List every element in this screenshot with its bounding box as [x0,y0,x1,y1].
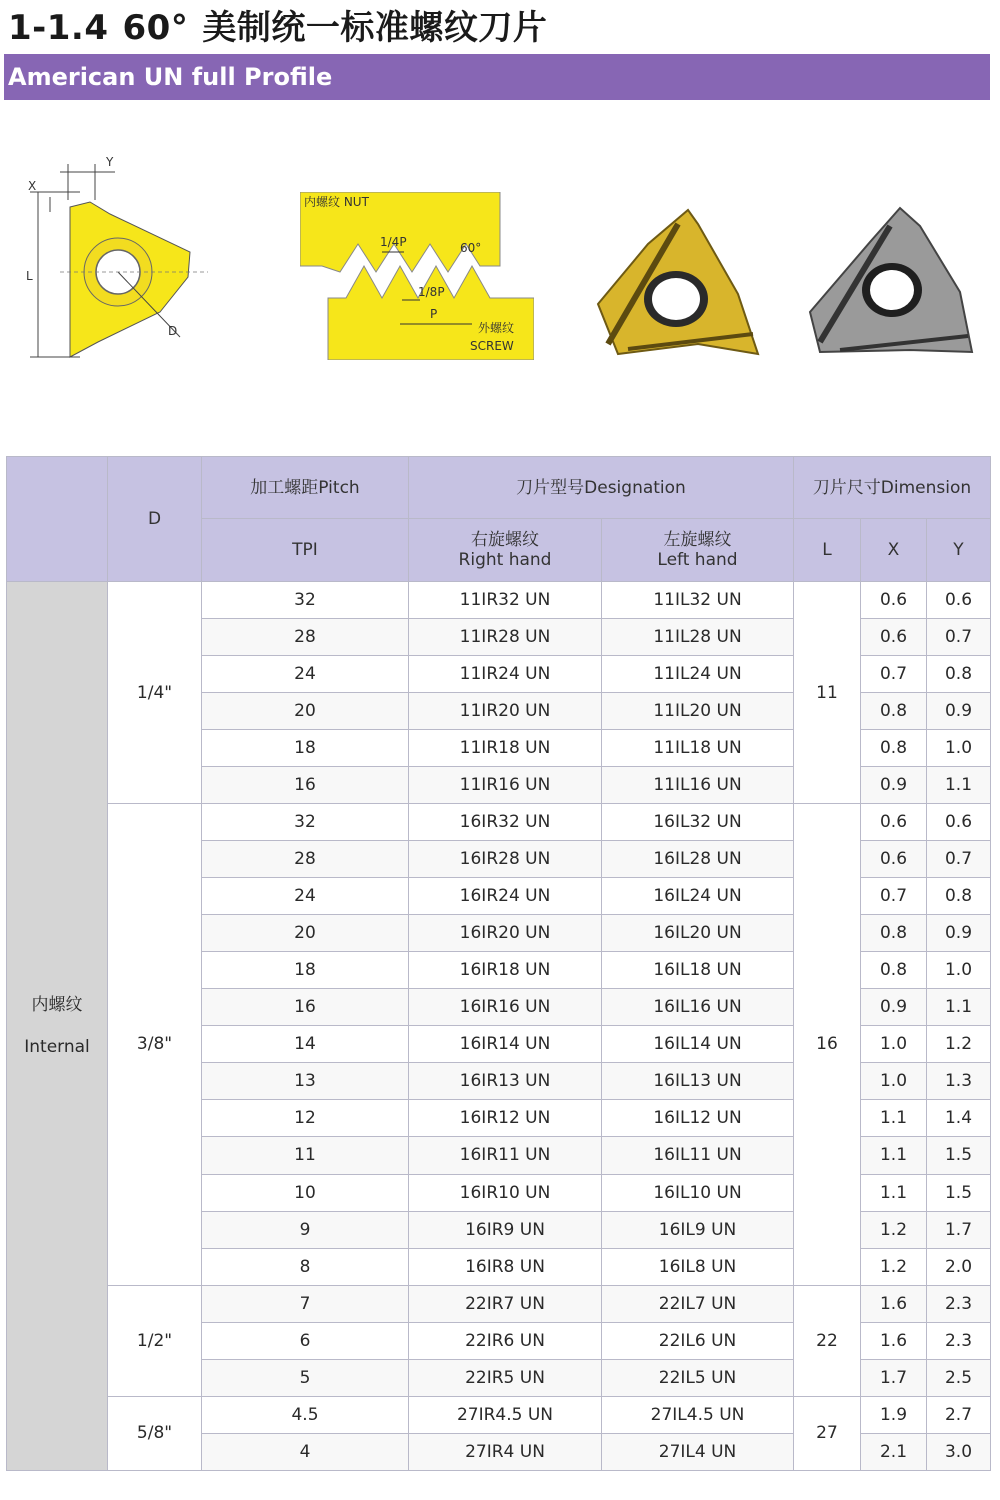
x-cell: 1.1 [861,1100,927,1137]
table-row [7,1285,991,1322]
diameter-cell: 1/2" [108,1285,202,1396]
x-cell: 0.8 [861,915,927,952]
y-cell: 0.8 [927,878,991,915]
header-right-hand [409,519,602,582]
tpi-cell: 4 [202,1433,409,1470]
tpi-cell: 6 [202,1322,409,1359]
header-tpi: TPI [202,519,409,582]
left-hand-cell: 16IL13 UN [602,1063,794,1100]
title-chinese: 美制统一标准螺纹刀片 [202,8,548,48]
left-hand-cell: 11IL20 UN [602,693,794,730]
right-hand-cell: 16IR12 UN [409,1100,602,1137]
x-cell: 1.7 [861,1359,927,1396]
right-hand-cell: 11IR28 UN [409,619,602,656]
y-cell: 0.6 [927,582,991,619]
header-d: D [108,457,202,582]
diameter-cell: 3/8" [108,804,202,1285]
x-cell: 0.9 [861,989,927,1026]
left-hand-cell: 22IL5 UN [602,1359,794,1396]
y-cell: 1.4 [927,1100,991,1137]
tpi-cell: 24 [202,878,409,915]
tpi-cell: 18 [202,952,409,989]
right-hand-cell: 16IR8 UN [409,1248,602,1285]
y-cell: 2.5 [927,1359,991,1396]
tpi-cell: 28 [202,841,409,878]
figure-area [4,104,990,410]
x-cell: 0.6 [861,619,927,656]
right-hand-cell: 16IR9 UN [409,1211,602,1248]
length-cell: 11 [794,582,861,804]
right-hand-cell: 16IR20 UN [409,915,602,952]
tpi-cell: 13 [202,1063,409,1100]
silver-insert-image [800,202,976,358]
left-hand-cell: 22IL6 UN [602,1322,794,1359]
x-cell: 0.7 [861,656,927,693]
label-quarter-p: 1/4P [380,235,407,249]
x-cell: 1.1 [861,1137,927,1174]
label-d: D [168,324,178,338]
label-eighth-p: 1/8P [418,285,445,299]
y-cell: 3.0 [927,1433,991,1470]
x-cell: 0.7 [861,878,927,915]
label-screw-cn: 外螺纹 [478,321,515,335]
x-cell: 0.8 [861,693,927,730]
label-angle: 60° [460,241,482,255]
header-dimension: 刀片尺寸Dimension [794,457,991,519]
y-cell: 1.2 [927,1026,991,1063]
left-hand-cell: 16IL20 UN [602,915,794,952]
label-screw: SCREW [470,339,514,353]
left-hand-cell: 27IL4.5 UN [602,1396,794,1433]
y-cell: 0.7 [927,841,991,878]
tpi-cell: 20 [202,693,409,730]
x-cell: 1.1 [861,1174,927,1211]
left-hand-cell: 16IL9 UN [602,1211,794,1248]
label-y: Y [106,155,114,169]
right-hand-cell: 16IR13 UN [409,1063,602,1100]
right-hand-cell: 16IR32 UN [409,804,602,841]
left-hand-cell: 16IL11 UN [602,1137,794,1174]
tpi-cell: 28 [202,619,409,656]
thread-profile-drawing [300,192,534,360]
y-cell: 1.0 [927,952,991,989]
y-cell: 2.3 [927,1322,991,1359]
header-designation: 刀片型号Designation [409,457,794,519]
category-cell [7,582,108,1471]
table-row [7,804,991,841]
header-left-cn: 左旋螺纹 [663,530,732,550]
x-cell: 0.6 [861,804,927,841]
x-cell: 1.0 [861,1026,927,1063]
right-hand-cell: 16IR10 UN [409,1174,602,1211]
right-hand-cell: 22IR5 UN [409,1359,602,1396]
right-hand-cell: 27IR4.5 UN [409,1396,602,1433]
right-hand-cell: 11IR24 UN [409,656,602,693]
header-left-en: Left hand [657,550,738,570]
left-hand-cell: 16IL28 UN [602,841,794,878]
right-hand-cell: 16IR14 UN [409,1026,602,1063]
right-hand-cell: 16IR18 UN [409,952,602,989]
x-cell: 1.6 [861,1322,927,1359]
left-hand-cell: 11IL18 UN [602,730,794,767]
tpi-cell: 32 [202,804,409,841]
gold-insert-image [588,204,764,358]
spec-table [6,456,991,1471]
y-cell: 0.9 [927,693,991,730]
label-nut: 内螺纹 NUT [304,195,369,209]
tpi-cell: 32 [202,582,409,619]
left-hand-cell: 11IL16 UN [602,767,794,804]
header-left-hand [602,519,794,582]
y-cell: 1.1 [927,767,991,804]
x-cell: 0.6 [861,841,927,878]
x-cell: 0.6 [861,582,927,619]
y-cell: 1.3 [927,1063,991,1100]
table-row [7,1396,991,1433]
right-hand-cell: 16IR24 UN [409,878,602,915]
diameter-cell: 5/8" [108,1396,202,1470]
tpi-cell: 4.5 [202,1396,409,1433]
header-right-cn: 右旋螺纹 [471,530,539,550]
y-cell: 0.8 [927,656,991,693]
left-hand-cell: 16IL16 UN [602,989,794,1026]
left-hand-cell: 22IL7 UN [602,1285,794,1322]
y-cell: 2.3 [927,1285,991,1322]
tpi-cell: 7 [202,1285,409,1322]
tpi-cell: 16 [202,989,409,1026]
right-hand-cell: 16IR28 UN [409,841,602,878]
length-cell: 22 [794,1285,861,1396]
y-cell: 1.7 [927,1211,991,1248]
section-number: 1-1.4 [8,8,109,48]
tpi-cell: 24 [202,656,409,693]
left-hand-cell: 16IL32 UN [602,804,794,841]
header-pitch: 加工螺距Pitch [202,457,409,519]
tpi-cell: 20 [202,915,409,952]
header-l: L [794,519,861,582]
spec-table-body [7,582,991,1471]
tpi-cell: 5 [202,1359,409,1396]
tpi-cell: 18 [202,730,409,767]
left-hand-cell: 27IL4 UN [602,1433,794,1470]
tpi-cell: 11 [202,1137,409,1174]
x-cell: 0.8 [861,952,927,989]
right-hand-cell: 11IR16 UN [409,767,602,804]
left-hand-cell: 16IL18 UN [602,952,794,989]
tpi-cell: 10 [202,1174,409,1211]
x-cell: 1.2 [861,1248,927,1285]
x-cell: 2.1 [861,1433,927,1470]
x-cell: 1.0 [861,1063,927,1100]
insert-dimension-drawing [20,152,210,368]
length-cell: 16 [794,804,861,1285]
left-hand-cell: 16IL14 UN [602,1026,794,1063]
label-x: X [28,179,37,193]
right-hand-cell: 16IR11 UN [409,1137,602,1174]
tpi-cell: 14 [202,1026,409,1063]
right-hand-cell: 22IR6 UN [409,1322,602,1359]
tpi-cell: 16 [202,767,409,804]
y-cell: 2.0 [927,1248,991,1285]
left-hand-cell: 16IL8 UN [602,1248,794,1285]
x-cell: 1.2 [861,1211,927,1248]
y-cell: 1.5 [927,1174,991,1211]
tpi-cell: 12 [202,1100,409,1137]
header-y: Y [927,519,991,582]
y-cell: 1.0 [927,730,991,767]
right-hand-cell: 11IR32 UN [409,582,602,619]
left-hand-cell: 16IL24 UN [602,878,794,915]
header-category [7,457,108,582]
header-x: X [861,519,927,582]
x-cell: 1.6 [861,1285,927,1322]
right-hand-cell: 11IR18 UN [409,730,602,767]
category-en: Internal [24,1037,90,1057]
length-cell: 27 [794,1396,861,1470]
right-hand-cell: 27IR4 UN [409,1433,602,1470]
y-cell: 2.7 [927,1396,991,1433]
right-hand-cell: 16IR16 UN [409,989,602,1026]
left-hand-cell: 16IL10 UN [602,1174,794,1211]
left-hand-cell: 11IL28 UN [602,619,794,656]
y-cell: 1.1 [927,989,991,1026]
right-hand-cell: 22IR7 UN [409,1285,602,1322]
x-cell: 1.9 [861,1396,927,1433]
profile-banner: American UN full Profile [4,54,990,100]
y-cell: 0.6 [927,804,991,841]
y-cell: 0.7 [927,619,991,656]
label-p: P [430,307,438,321]
x-cell: 0.9 [861,767,927,804]
right-hand-cell: 11IR20 UN [409,693,602,730]
diameter-cell: 1/4" [108,582,202,804]
header-right-en: Right hand [458,550,552,570]
category-cn: 内螺纹 [31,995,83,1015]
thread-angle: 60° [122,8,189,48]
left-hand-cell: 11IL24 UN [602,656,794,693]
y-cell: 0.9 [927,915,991,952]
left-hand-cell: 11IL32 UN [602,582,794,619]
table-row [7,582,991,619]
left-hand-cell: 16IL12 UN [602,1100,794,1137]
x-cell: 0.8 [861,730,927,767]
tpi-cell: 8 [202,1248,409,1285]
tpi-cell: 9 [202,1211,409,1248]
label-l: L [26,269,33,283]
y-cell: 1.5 [927,1137,991,1174]
page-title [8,4,547,52]
